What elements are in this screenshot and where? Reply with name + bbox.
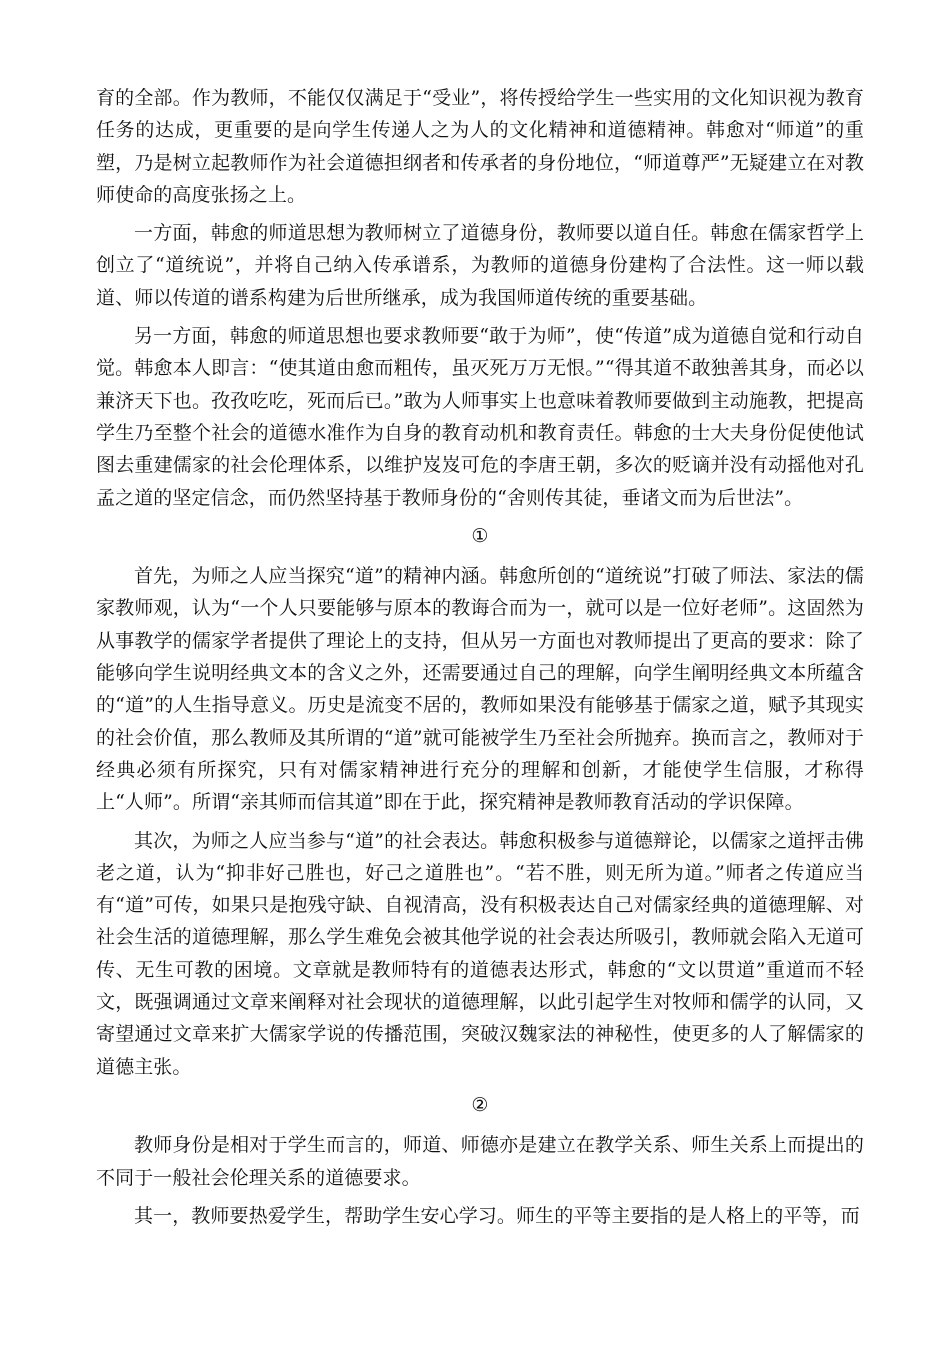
section-marker-1: ① <box>471 524 489 547</box>
paragraph-3: 另一方面，韩愈的师道思想也要求教师要“敢于为师”，使“传道”成为道德自觉和行动自觉。韩愈本人即言：“使其道由愈而粗传，虽灭死万万无恨。”“得其道不敢独善其身，而必以兼济天下也。孜孜吃吃，死而后已。”敢为人师事实上也意味着教师要做到主动施教，把提高学生乃至整个社会的道德水准作为自身的教育动机和教育责任。韩愈的士大夫身份促使他试图去重建儒家的社会伦理体系，以维护岌岌可危的李唐王朝，多次的贬谪并没有动摇他对孔孟之道的坚定信念，而仍然坚持基于教师身份的“舍则传其徒，垂诸文而为后世法”。 <box>96 325 864 509</box>
paragraph-6: 教师身份是相对于学生而言的，师道、师德亦是建立在教学关系、师生关系上而提出的不同于一般社会伦理关系的道德要求。 <box>96 1134 864 1189</box>
paragraph-5: 其次，为师之人应当参与“道”的社会表达。韩愈积极参与道德辩论，以儒家之道抨击佛老之道，认为“抑非好己胜也，好己之道胜也”。“若不胜，则无所为道。”师者之传道应当有“道”可传，如果只是抱残守缺、自视清高，没有积极表达自己对儒家经典的道德理解、对社会生活的道德理解，那么学生难免会被其他学说的社会表达所吸引，教师就会陷入无道可传、无生可教的困境。文章就是教师特有的道德表达形式，韩愈的“文以贯道”重道而不轻文，既强调通过文章来阐释对社会现状的道德理解，以此引起学生对牧师和儒学的认同，又寄望通过文章来扩大儒家学说的传播范围，突破汉魏家法的神秘性，使更多的人了解儒家的道德主张。 <box>96 829 864 1078</box>
paragraph-7: 其一，教师要热爱学生，帮助学生安心学习。师生的平等主要指的是人格上的平等，而 <box>134 1204 860 1227</box>
document-page <box>96 82 864 1238</box>
paragraph-2: 一方面，韩愈的师道思想为教师树立了道德身份，教师要以道自任。韩愈在儒家哲学上创立了“道统说”，并将自己纳入传承谱系，为教师的道德身份建构了合法性。这一师以载道、师以传道的谱系构建为后世所继承，成为我国师道传统的重要基础。 <box>96 222 864 309</box>
paragraph-1: 育的全部。作为教师，不能仅仅满足于“受业”，将传授给学生一些实用的文化知识视为教育任务的达成，更重要的是向学生传递人之为人的文化精神和道德精神。韩愈对“师道”的重塑，乃是树立起教师作为社会道德担纲者和传承者的身份地位，“师道尊严”无疑建立在对教师使命的高度张扬之上。 <box>96 87 864 206</box>
paragraph-4: 首先，为师之人应当探究“道”的精神内涵。韩愈所创的“道统说”打破了师法、家法的儒家教师观，认为“一个人只要能够与原本的教诲合而为一，就可以是一位好老师”。这固然为从事教学的儒家学者提供了理论上的支持，但从另一方面也对教师提出了更高的要求：除了能够向学生说明经典文本的含义之外，还需要通过自己的理解，向学生阐明经典文本所蕴含的“道”的人生指导意义。历史是流变不居的，教师如果没有能够基于儒家之道，赋予其现实的社会价值，那么教师及其所谓的“道”就可能被学生乃至社会所抛弃。换而言之，教师对于经典必须有所探究，只有对儒家精神进行充分的理解和创新，才能使学生信服，才称得上“人师”。所谓“亲其师而信其道”即在于此，探究精神是教师教育活动的学识保障。 <box>96 565 864 814</box>
section-marker-2: ② <box>471 1093 489 1116</box>
